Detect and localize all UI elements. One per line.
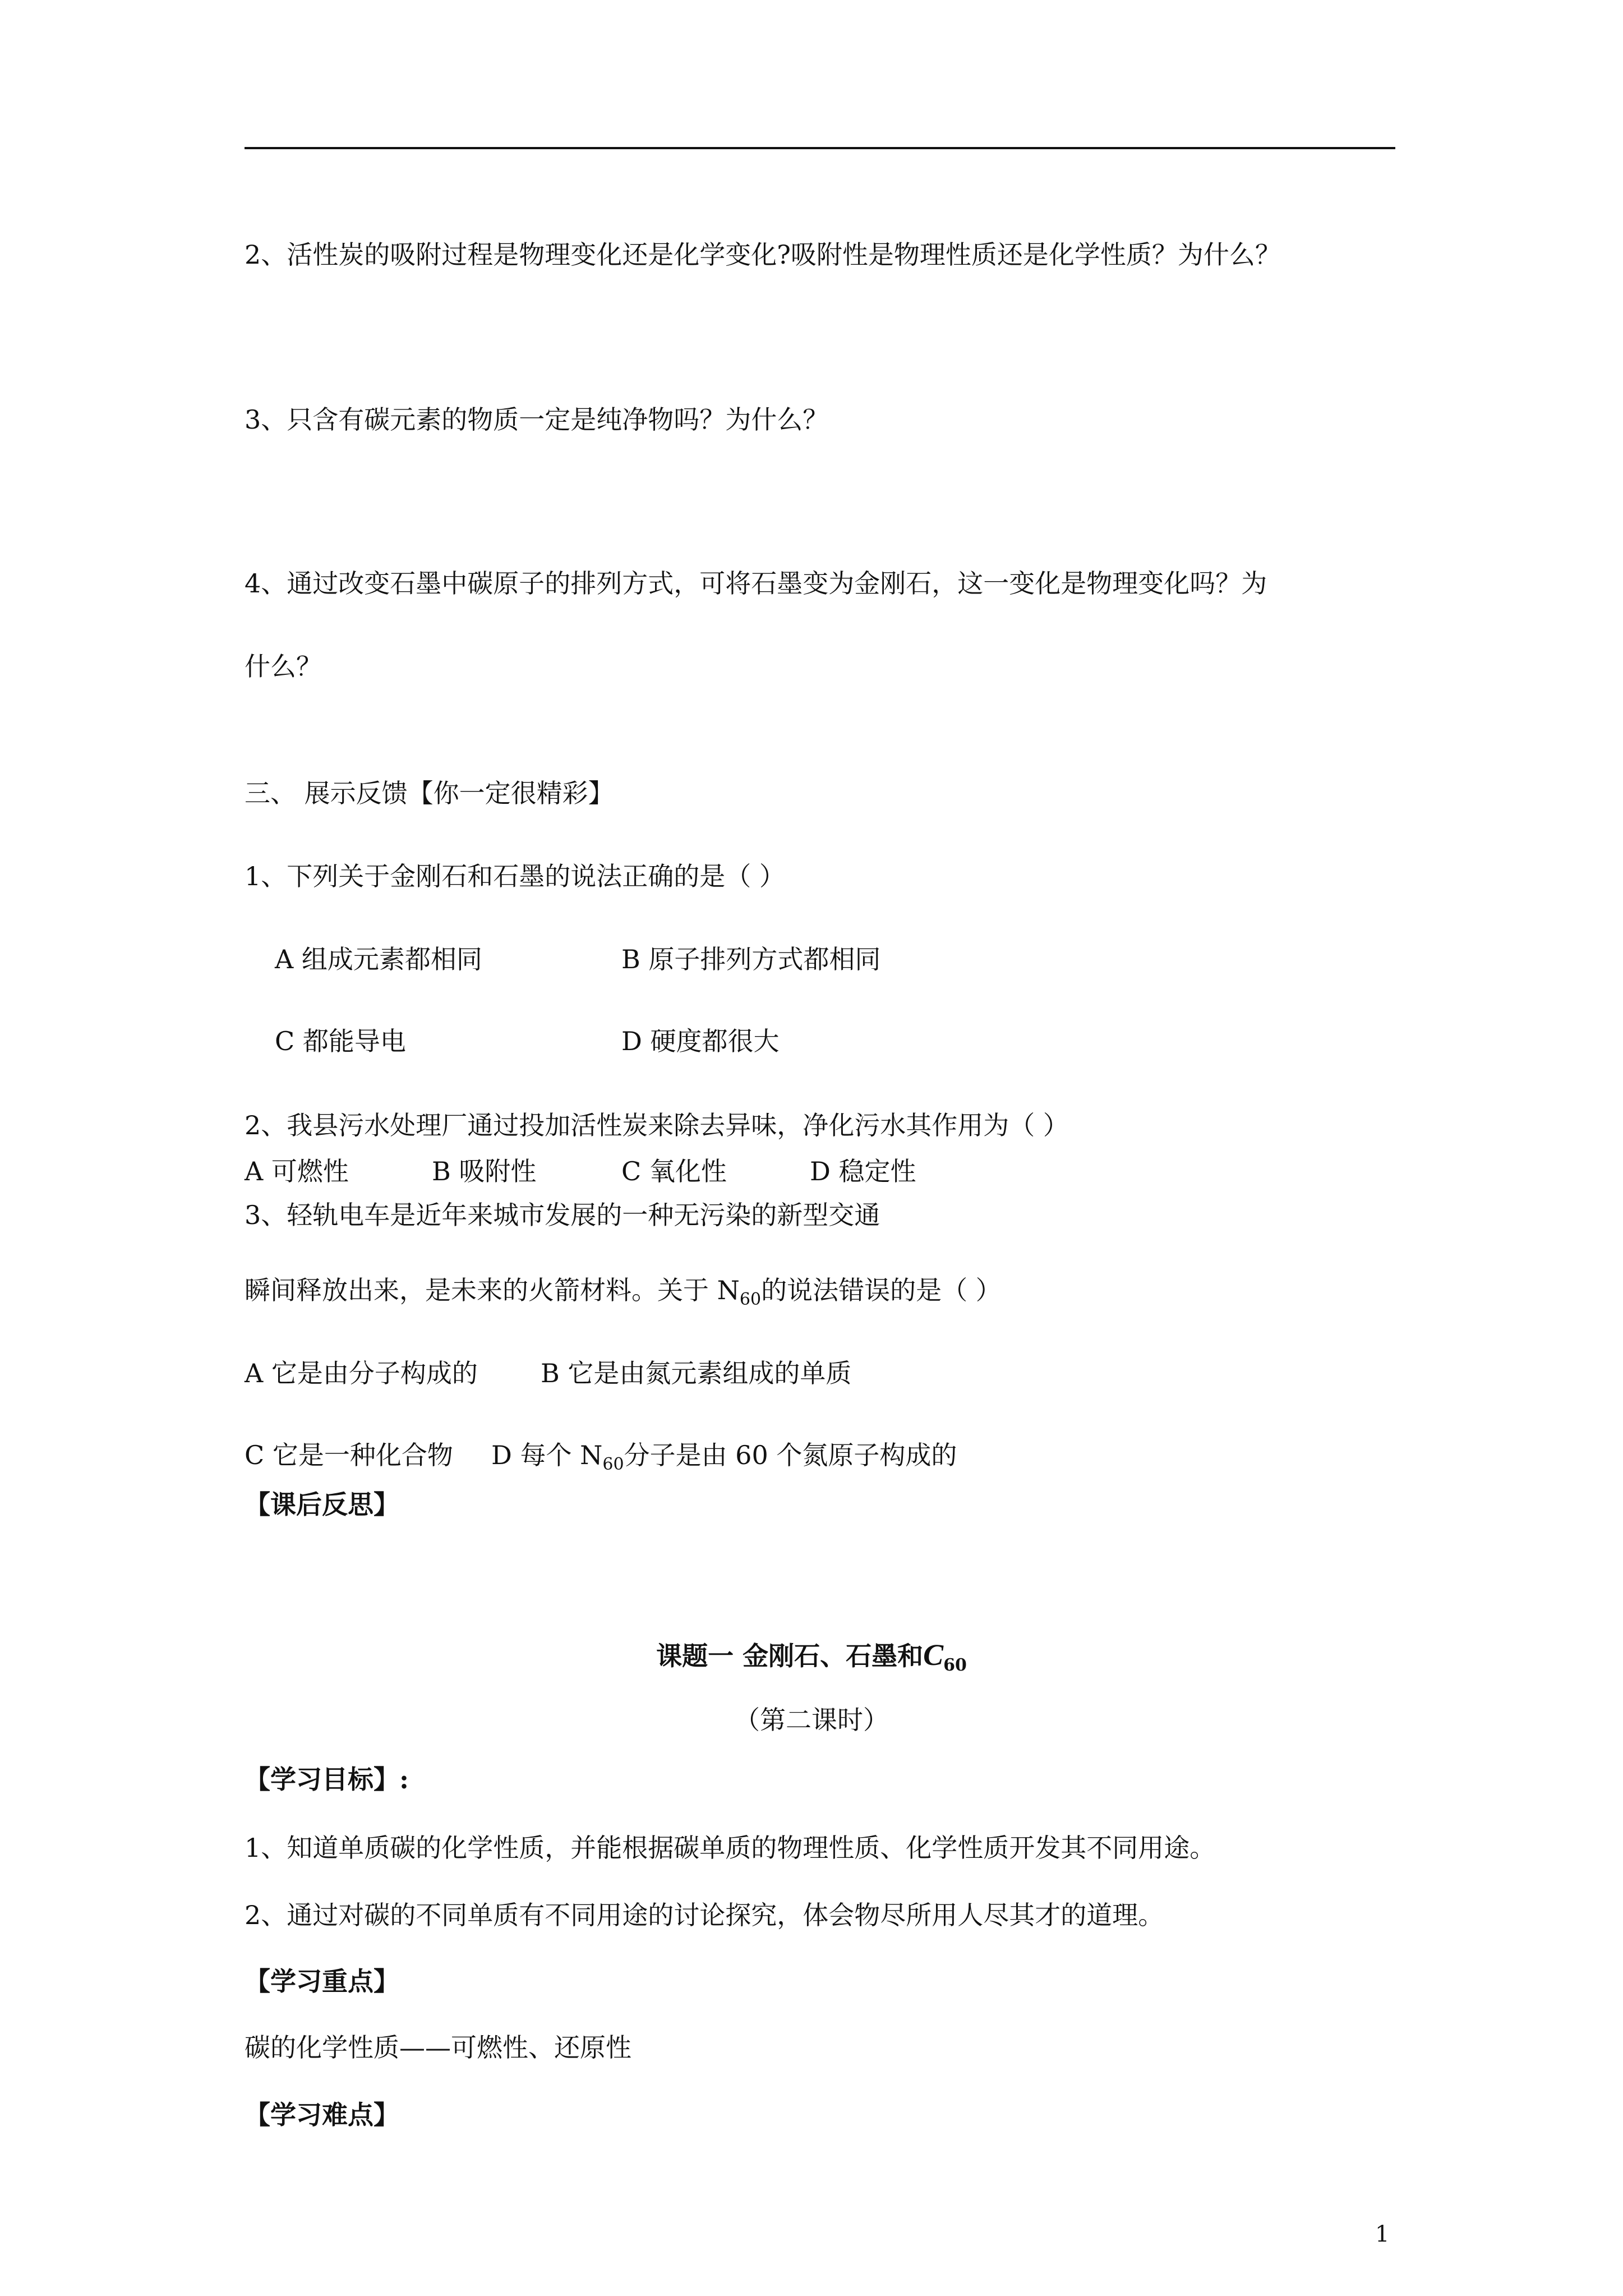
exercise-2-option-b: B 吸附性 xyxy=(432,1156,537,1186)
difficulty-heading: 【学习难点】 xyxy=(245,2100,399,2130)
reflection-heading: 【课后反思】 xyxy=(245,1489,399,1520)
subscript-60: 60 xyxy=(739,1290,762,1309)
exercise-1-option-c: C 都能导电 xyxy=(275,1026,406,1056)
exercise-1-option-d: D 硬度都很大 xyxy=(621,1026,780,1056)
question-2: 2、活性炭的吸附过程是物理变化还是化学变化?吸附性是物理性质还是化学性质？为什么？ xyxy=(245,240,1281,270)
question-3: 3、只含有碳元素的物质一定是纯净物吗？为什么？ xyxy=(245,404,829,435)
question-4-line-2: 什么？ xyxy=(245,651,322,682)
exercise-3-option-b: B 它是由氮元素组成的单质 xyxy=(541,1358,852,1388)
exercise-3-option-c: C 它是一种化合物 xyxy=(245,1440,453,1470)
goal-2: 2、通过对碳的不同单质有不同用途的讨论探究，体会物尽所用人尽其才的道理。 xyxy=(245,1900,1164,1930)
exercise-1-option-b: B 原子排列方式都相同 xyxy=(621,944,881,974)
exercise-2-option-a: A 可燃性 xyxy=(245,1156,349,1186)
exercise-2-option-d: D 稳定性 xyxy=(810,1156,916,1186)
exercise-3-line-2: 瞬间释放出来，是未来的火箭材料。关于 $N_{60}$的说法错误的是（ ） xyxy=(245,1275,1002,1309)
exercise-1-option-a: A 组成元素都相同 xyxy=(275,944,482,974)
page-number: 1 xyxy=(1375,2221,1390,2247)
section-3-heading: 三、 展示反馈【你一定很精彩】 xyxy=(245,778,614,808)
exercise-2-stem: 2、我县污水处理厂通过投加活性炭来除去异味，净化污水其作用为（ ） xyxy=(245,1110,1069,1140)
lesson-subtitle: （第二课时） xyxy=(734,1705,889,1735)
goal-1: 1、知道单质碳的化学性质，并能根据碳单质的物理性质、化学性质开发其不同用途。 xyxy=(245,1833,1216,1863)
key-points-heading: 【学习重点】 xyxy=(245,1966,399,1996)
goals-heading: 【学习目标】: xyxy=(245,1764,409,1795)
question-4-line-1: 4、通过改变石墨中碳原子的排列方式，可将石墨变为金刚石，这一变化是物理变化吗？为 xyxy=(245,568,1267,599)
key-points-text: 碳的化学性质——可燃性、还原性 xyxy=(245,2032,631,2063)
exercise-2-option-c: C 氧化性 xyxy=(621,1156,727,1186)
exercise-3-option-d: D 每个 $N_{60}$分子是由 60 个氮原子构成的 xyxy=(491,1440,957,1474)
exercise-3-option-a: A 它是由分子构成的 xyxy=(245,1358,478,1388)
exercise-1-stem: 1、下列关于金刚石和石墨的说法正确的是（ ） xyxy=(245,861,785,891)
header-rule xyxy=(245,147,1395,149)
exercise-3-line-1: 3、轻轨电车是近年来城市发展的一种无污染的新型交通 xyxy=(245,1200,880,1230)
lesson-title: 课题一 金刚石、石墨和$C_{60}$ xyxy=(656,1638,967,1675)
subscript-60: 60 xyxy=(602,1455,624,1474)
